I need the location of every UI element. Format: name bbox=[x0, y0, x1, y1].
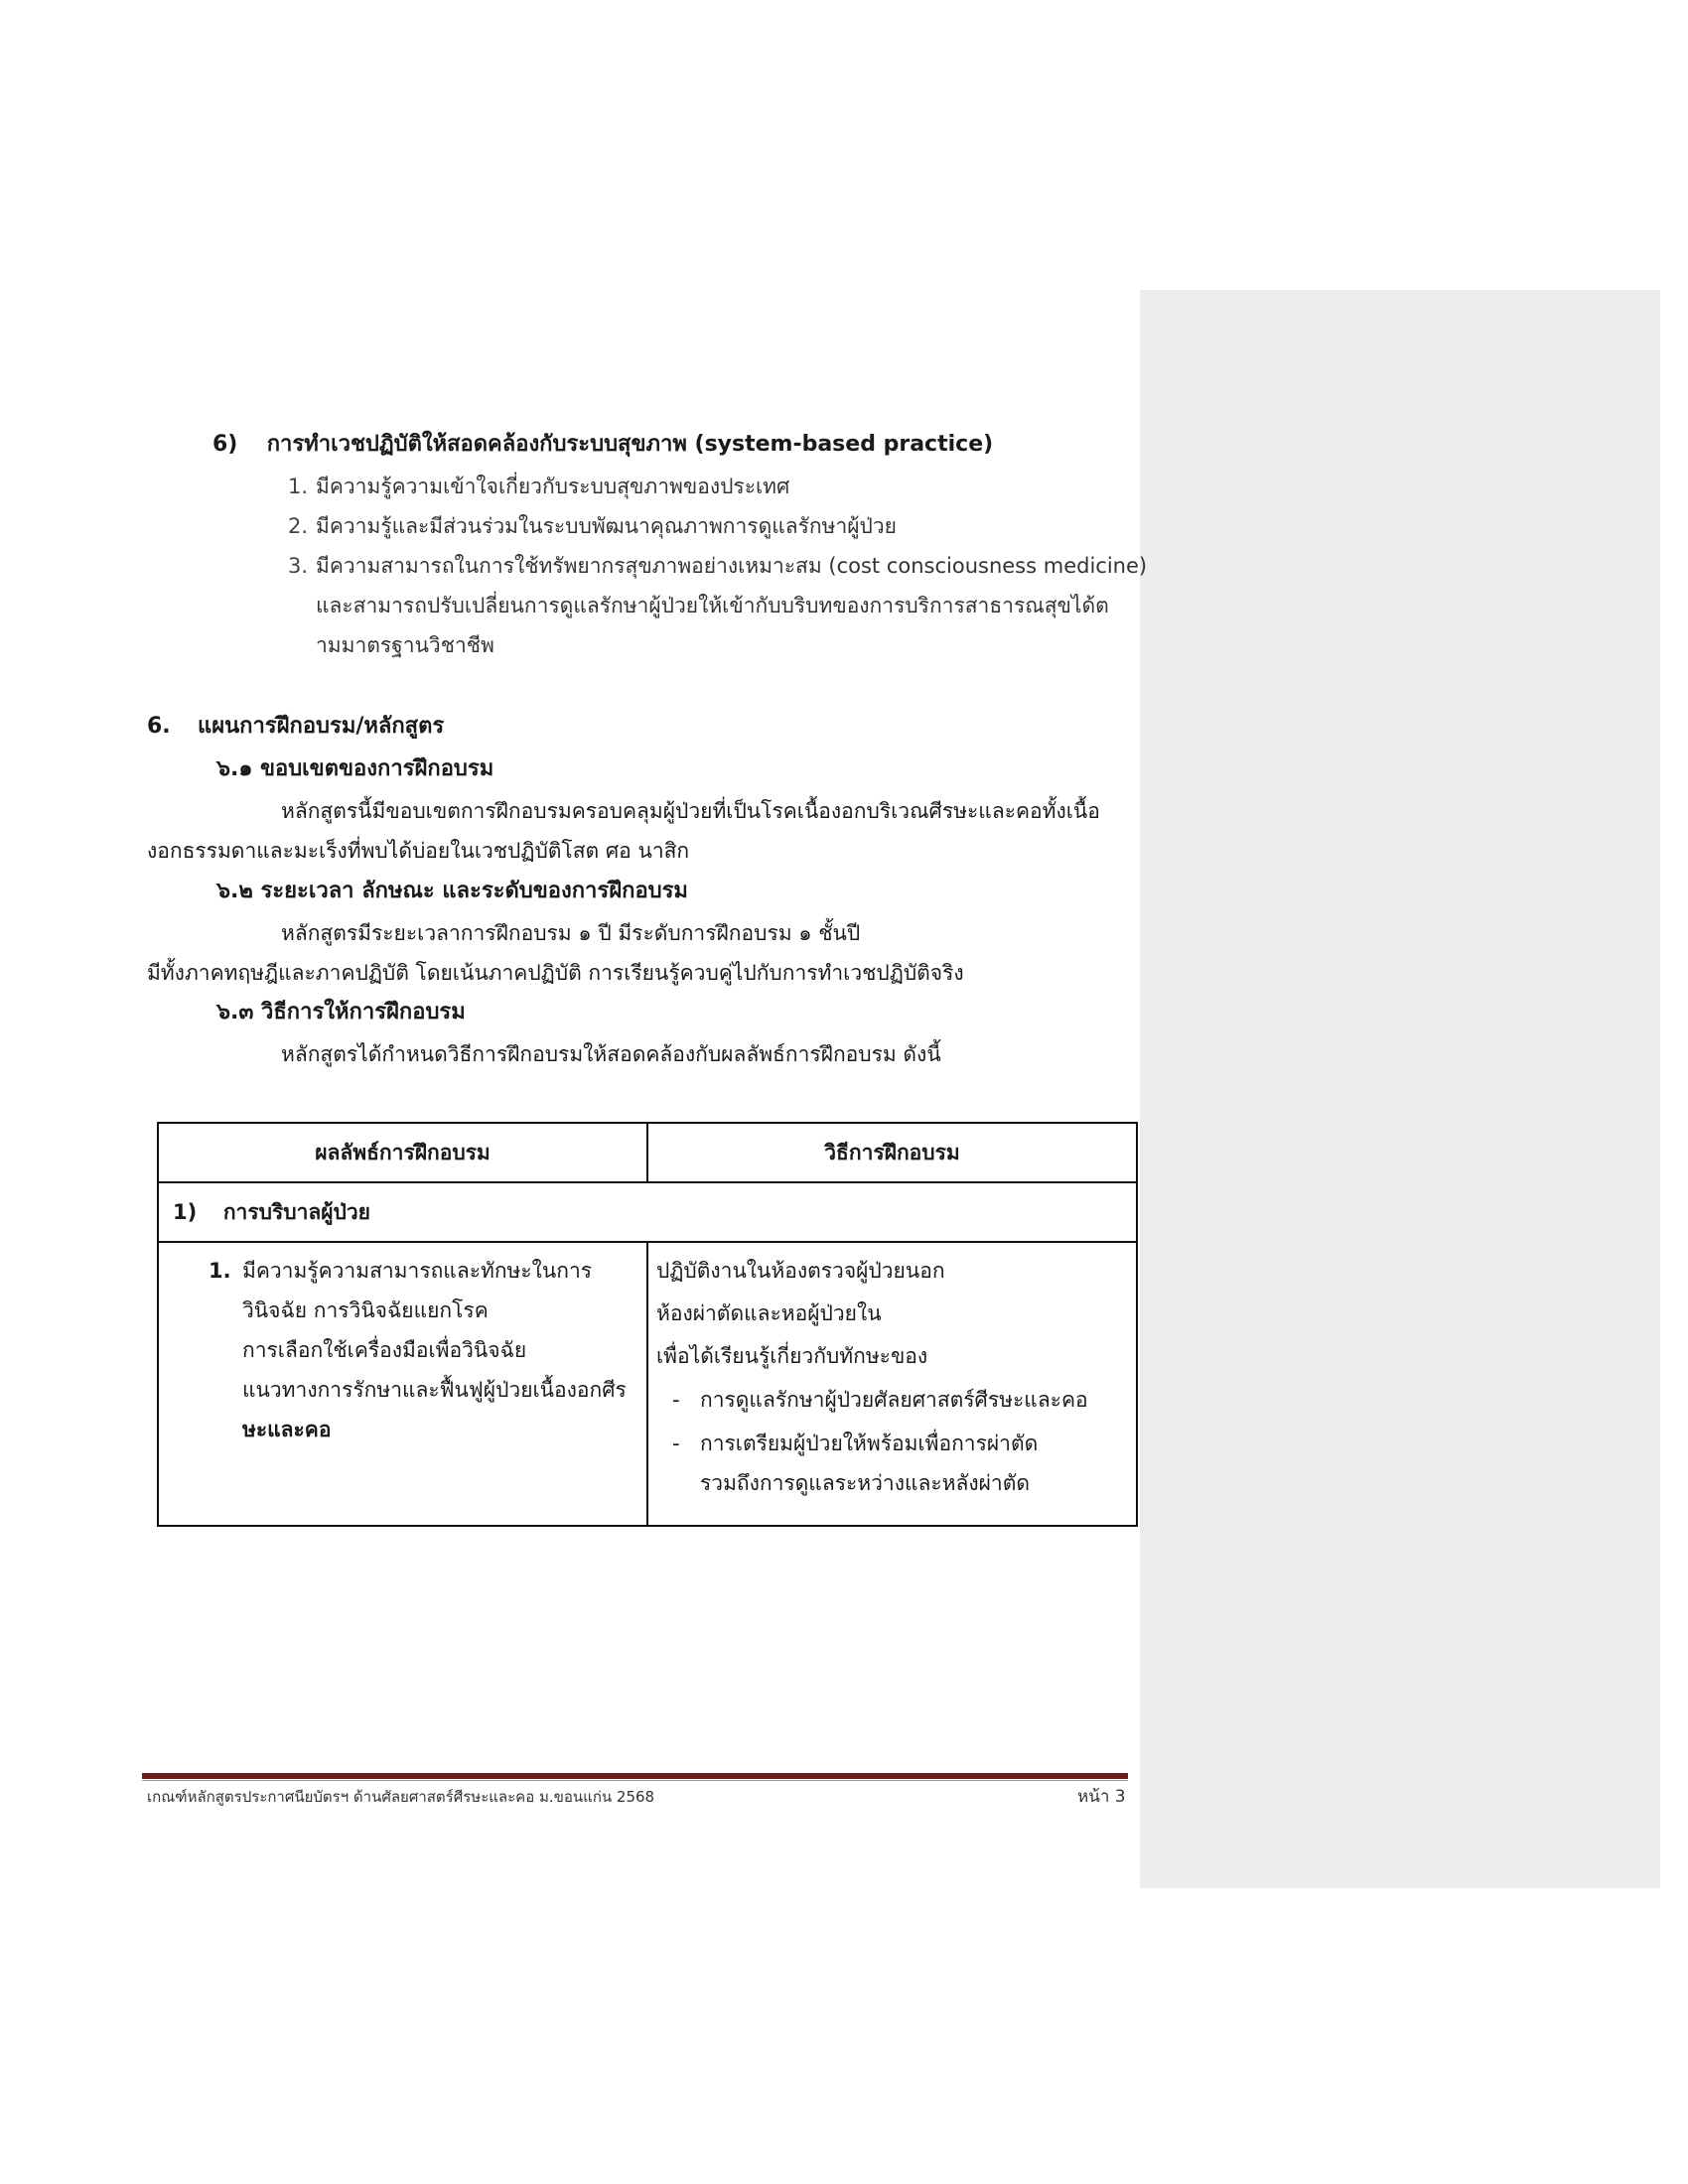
table-cell-method bbox=[647, 1242, 1137, 1526]
table-row bbox=[158, 1242, 1137, 1526]
competency-item-1 bbox=[288, 467, 308, 506]
table-header-outcomes: ผลลัพธ์การฝึกอบรม bbox=[158, 1123, 647, 1182]
outcome-line-1: มีความรู้ความสามารถและทักษะในการ bbox=[242, 1259, 593, 1283]
competency-item-1-num: 1. bbox=[288, 475, 309, 498]
sub3-line-1: หลักสูตรได้กำหนดวิธีการฝึกอบรมให้สอดคล้องกับผลลัพธ์การฝึกอบรม ดังนี้ bbox=[281, 1042, 941, 1066]
outcome-line-3: การเลือกใช้เครื่องมือเพื่อวินิจฉัย bbox=[242, 1338, 527, 1362]
outcome-line-5: ษะและคอ bbox=[242, 1418, 332, 1441]
table-category-label: การบริบาลผู้ป่วย bbox=[222, 1199, 370, 1224]
plan-heading bbox=[147, 707, 444, 747]
bullet-2-line-1: การเตรียมผู้ป่วยให้พร้อมเพื่อการผ่าตัด bbox=[700, 1432, 1039, 1455]
table-header-methods: วิธีการฝึกอบรม bbox=[647, 1123, 1137, 1182]
bullet-dash-1: - bbox=[672, 1388, 680, 1412]
sub2-line-1: หลักสูตรมีระยะเวลาการฝึกอบรม ๑ ปี มีระดับการฝึกอบรม ๑ ชั้นปี bbox=[281, 921, 861, 945]
competency-item-2 bbox=[288, 506, 308, 546]
competency-item-3-line-1: มีความสามารถในการใช้ทรัพยากรสุขภาพอย่างเหมาะสม (cost consciousness medicine) bbox=[316, 554, 1148, 578]
footer-page-number: หน้า 3 bbox=[1077, 1787, 1126, 1807]
competency-item-3-line-3: ามมาตรฐานวิชาชีพ bbox=[316, 633, 494, 657]
training-methods-table bbox=[157, 1122, 1138, 1527]
competency-item-2-num: 2. bbox=[288, 514, 309, 538]
bullet-dash-2: - bbox=[672, 1432, 680, 1455]
method-line-3: เพื่อได้เรียนรู้เกี่ยวกับทักษะของ bbox=[656, 1344, 928, 1368]
competency-item-3-line-2: และสามารถปรับเปลี่ยนการดูแลรักษาผู้ป่วยให้เข้ากับบริบทของการบริการสาธารณสุขได้ต bbox=[316, 594, 1109, 617]
sub1-title: ๖.๑ ขอบเขตของการฝึกอบรม bbox=[216, 756, 494, 781]
competency-item-3 bbox=[288, 546, 308, 586]
outcome-line-4: แนวทางการรักษาและฟื้นฟูผู้ป่วยเนื้องอกศีร bbox=[242, 1378, 627, 1402]
footer-document-title: เกณฑ์หลักสูตรประกาศนียบัตรฯ ด้านศัลยศาสตร์ศีรษะและคอ ม.ขอนแก่น 2568 bbox=[147, 1788, 655, 1806]
plan-heading-text: แผนการฝึกอบรม/หลักสูตร bbox=[198, 714, 445, 739]
sub1-line-2: งอกธรรมดาและมะเร็งที่พบได้บ่อยในเวชปฏิบัติโสต ศอ นาสิก bbox=[147, 839, 690, 863]
competency-heading-text: การทำเวชปฏิบัติให้สอดคล้องกับระบบสุขภาพ (system-based practice) bbox=[266, 432, 994, 457]
bullet-1-line-1: การดูแลรักษาผู้ป่วยศัลยศาสตร์ศีรษะและคอ bbox=[700, 1388, 1088, 1412]
sub1-line-1: หลักสูตรนี้มีขอบเขตการฝึกอบรมครอบคลุมผู้ป่วยที่เป็นโรคเนื้องอกบริเวณศีรษะและคอทั้งเนื้อ bbox=[281, 799, 1100, 823]
method-line-1: ปฏิบัติงานในห้องตรวจผู้ป่วยนอก bbox=[656, 1259, 945, 1283]
comment-pane bbox=[1140, 290, 1660, 1888]
sub2-line-2: มีทั้งภาคทฤษฎีและภาคปฏิบัติ โดยเน้นภาคปฏิบัติ การเรียนรู้ควบคู่ไปกับการทำเวชปฏิบัติจริง bbox=[147, 961, 964, 985]
sub2-title: ๖.๒ ระยะเวลา ลักษณะ และระดับของการฝึกอบรม bbox=[216, 879, 688, 903]
table-category-num: 1) bbox=[173, 1199, 198, 1224]
competency-item-2-text: มีความรู้และมีส่วนร่วมในระบบพัฒนาคุณภาพการดูแลรักษาผู้ป่วย bbox=[316, 514, 897, 538]
table-cell-outcome bbox=[158, 1242, 647, 1526]
footer-rule-thin bbox=[142, 1780, 1128, 1781]
method-line-2: ห้องผ่าตัดและหอผู้ป่วยใน bbox=[656, 1301, 882, 1325]
outcome-num: 1. bbox=[209, 1259, 231, 1283]
sub3-title: ๖.๓ วิธีการให้การฝึกอบรม bbox=[216, 1000, 466, 1024]
bullet-2-line-2: รวมถึงการดูแลระหว่างและหลังผ่าตัด bbox=[700, 1471, 1030, 1495]
competency-item-1-text: มีความรู้ความเข้าใจเกี่ยวกับระบบสุขภาพของประเทศ bbox=[316, 475, 790, 498]
outcome-line-2: วินิจฉัย การวินิจฉัยแยกโรค bbox=[242, 1298, 489, 1322]
table-category-row bbox=[158, 1182, 1137, 1242]
competency-heading bbox=[212, 425, 993, 465]
table-category-cell bbox=[158, 1182, 1137, 1242]
table-header-row bbox=[158, 1123, 1137, 1182]
competency-heading-num: 6) bbox=[212, 432, 238, 457]
plan-heading-num: 6. bbox=[147, 714, 171, 739]
footer-rule bbox=[142, 1773, 1128, 1779]
competency-item-3-num: 3. bbox=[288, 554, 309, 578]
